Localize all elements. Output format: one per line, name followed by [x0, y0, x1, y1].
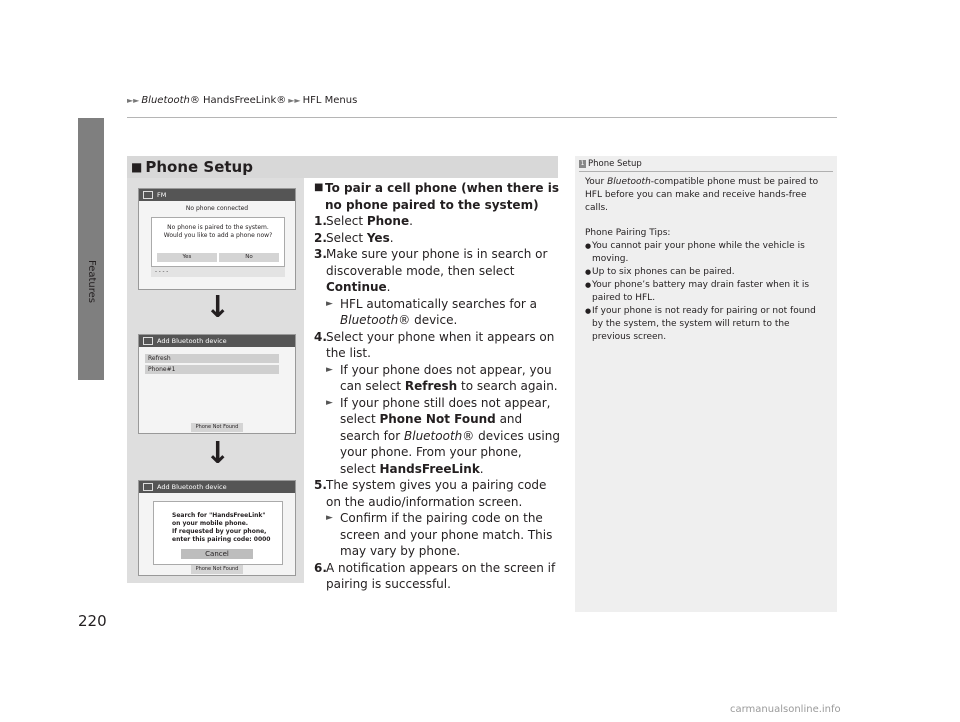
down-arrow-icon: ↓ [205, 290, 231, 325]
tip-item: ● Your phone’s battery may drain faster when it is paired to HFL. [585, 279, 827, 305]
refresh-row: Refresh [145, 354, 279, 363]
cancel-button: Cancel [181, 549, 253, 559]
screen-status-text: No phone connected [185, 205, 249, 212]
tips-list [585, 240, 827, 344]
sub-arrow-icon: ► [326, 364, 333, 375]
screen-add-device [138, 334, 296, 434]
tips-title: Phone Pairing Tips: [585, 228, 671, 238]
step-2: 2. Select Yes. [314, 230, 394, 245]
phone-not-found-button: Phone Not Found [191, 423, 243, 432]
screen-footer: - - - - [151, 267, 285, 277]
screen-title-bar: Add Bluetooth device [139, 335, 295, 347]
phone-not-found-button: Phone Not Found [191, 565, 243, 574]
side-note-panel [575, 156, 837, 612]
step-4-sub-2: ► If your phone still does not appear, select Phone Not Found and search for Bluetooth® devices using your phone. From your phone, select HandsFreeLink. [326, 395, 560, 476]
pairing-dialog: Search for "HandsFreeLink" on your mobile phone. If requested by your phone, enter this pairing code: 0000 [153, 501, 283, 565]
step-5: 5. The system gives you a pairing code on the audio/information screen. [314, 478, 547, 509]
watermark: carmanualsonline.info [730, 704, 841, 715]
step-4-sub-1: ► If your phone does not appear, you can select Refresh to search again. [326, 362, 558, 393]
breadcrumb-arrow-icon: ►► [127, 96, 140, 105]
screen-phone-menu [138, 188, 296, 290]
sub-arrow-icon: ► [326, 397, 333, 408]
phone-icon [143, 483, 153, 491]
tip-item: ● If your phone is not ready for pairing or not found by the system, the system will return to the previous screen. [585, 305, 827, 344]
breadcrumb [127, 95, 357, 106]
step-1: 1. Select Phone. [314, 214, 413, 228]
yes-button: Yes [157, 253, 217, 262]
tip-item: ● Up to six phones can be paired. [585, 266, 827, 279]
side-note-title: Phone Setup [588, 158, 642, 169]
screen-title-bar: Add Bluetooth device [139, 481, 295, 493]
step-4: 4. Select your phone when it appears on the list. [314, 329, 555, 360]
breadcrumb-bluetooth: Bluetooth [141, 95, 190, 106]
breadcrumb-handsfreelink: ® HandsFreeLink® [189, 95, 287, 106]
side-note-header [579, 156, 833, 172]
sub-arrow-icon: ► [326, 513, 333, 523]
side-note-para: Your Bluetooth-compatible phone must be paired to HFL before you can make and receive hands-free calls. [585, 177, 819, 213]
header-rule [127, 117, 837, 118]
chapter-tab [78, 118, 104, 380]
step-6: 6. A notification appears on the screen if pairing is successful. [314, 560, 556, 591]
breadcrumb-hfl-menus: HFL Menus [302, 95, 358, 106]
section-square-icon: ■ [131, 160, 143, 174]
no-button: No [219, 253, 279, 262]
sub-arrow-icon: ► [326, 298, 333, 309]
down-arrow-icon: ↓ [205, 436, 231, 471]
instruction-steps [314, 180, 560, 593]
chapter-label: Features [86, 260, 97, 303]
section-title-bar [127, 156, 558, 178]
screen-pairing-code [138, 480, 296, 576]
phone-icon [143, 337, 153, 345]
phone-icon [143, 191, 153, 199]
step-3: 3. Make sure your phone is in search or discoverable mode, then select Continue. [314, 247, 548, 294]
screen-dialog: No phone is paired to the system. Would you like to add a phone now? [151, 217, 285, 267]
screenshot-column [127, 178, 304, 583]
page-number: 220 [78, 612, 107, 630]
section-title: Phone Setup [145, 158, 253, 176]
screen-status-bar: FM [139, 189, 295, 201]
step-5-sub: ► Confirm if the pairing code on the screen and your phone match. This may vary by phone. [326, 511, 553, 558]
breadcrumb-arrow-icon: ►► [288, 96, 301, 105]
heading-square-icon: ■ [314, 182, 324, 193]
tip-item: ● You cannot pair your phone while the vehicle is moving. [585, 240, 827, 266]
steps-heading: ■ To pair a cell phone (when there is no phone paired to the system) [314, 181, 559, 212]
note-marker-icon: 1 [580, 159, 585, 167]
step-3-sub: ► HFL automatically searches for a Bluetooth® device. [326, 296, 538, 327]
phone-row: Phone#1 [145, 365, 279, 374]
